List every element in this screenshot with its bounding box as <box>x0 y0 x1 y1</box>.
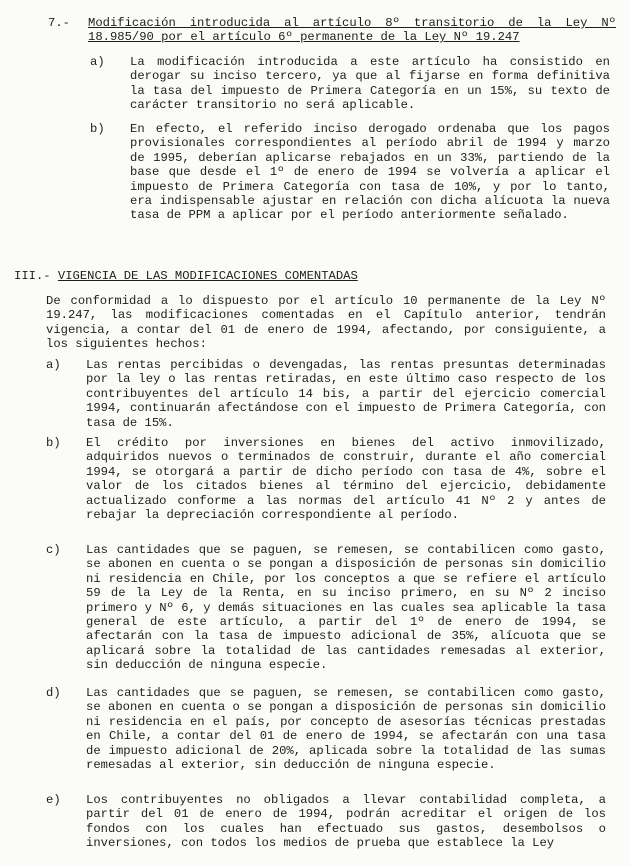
section-3-item-b-text: El crédito por inversiones en bienes del activo inmovilizado, adquiridos nuevos o terminados de construir, durante el año comercial 1994, se otorgará a partir de dicho período con tasa de 4%, sobre el valor de los citados bienes al término del ejercicio, debidamente actualizado conforme a las normas del artículo 41 Nº 2 y antes de rebajar la depreciación correspondiente al período. <box>86 436 606 523</box>
section-3-item-b-label: b) <box>46 436 61 450</box>
section-3-item-c-label: c) <box>46 543 61 557</box>
section-3-heading <box>14 269 358 283</box>
section-3-item-e-text: Los contribuyentes no obligados a llevar contabilidad completa, a partir del 01 de enero de 1994, podrán acreditar el origen de los fondos con los cuales han efectuado sus gastos, desembolsos o inversiones, con todos los medios de prueba que establece la Ley <box>86 793 606 851</box>
section-7-item-a-text: La modificación introducida a este artículo ha consistido en derogar su inciso tercero, ya que al fijarse en forma definitiva la tasa del impuesto de Primera Categoría en un 15%, su texto de carácter transitorio no será aplicable. <box>130 55 610 113</box>
section-3-number: III.- <box>14 269 51 283</box>
section-3-item-d-text: Las cantidades que se paguen, se remesen, se contabilicen como gasto, se abonen en cuenta o se pongan a disposición de personas sin domicilio ni residencia en el país, por concepto de asesorías técnicas prestadas en Chile, a contar del 01 de enero de 1994, se afectarán con una tasa de impuesto adicional de 20%, aplicada sobre la totalidad de las sumas remesadas al exterior, sin deducción de ninguna especie. <box>86 686 606 773</box>
section-7-item-b-label: b) <box>90 122 105 136</box>
section-7-item-b-text: En efecto, el referido inciso derogado ordenaba que los pagos provisionales correspondientes al período abril de 1994 y marzo de 1995, deberían aplicarse rebajados en un 33%, partiendo de la base que desde el 1º de enero de 1994 se volvería a aplicar el impuesto de Primera Categoría con tasa de 10%, y por lo tanto, era indispensable ajustar en relación con dicha alícuota la nueva tasa de PPM a aplicar por el período anteriormente señalado. <box>130 122 610 223</box>
section-7-number: 7.- <box>48 16 70 30</box>
section-3-item-a-label: a) <box>46 358 61 372</box>
section-3-item-e-label: e) <box>46 793 61 807</box>
section-7-item-a-label: a) <box>90 55 105 69</box>
section-3-item-c-text: Las cantidades que se paguen, se remesen, se contabilicen como gasto, se abonen en cuenta o se pongan a disposición de personas sin domicilio ni residencia en Chile, por los conceptos a que se refiere el artículo 59 de la Ley de la Renta, en su inciso primero, en su Nº 2 inciso primero y Nº 6, y demás situaciones en las cuales sea aplicable la tasa general de este artículo, a partir del 1º de enero de 1994, se afectarán con la tasa de impuesto adicional de 35%, alícuota que se aplicará sobre la totalidad de las cantidades remesadas al exterior, sin deducción de ninguna especie. <box>86 543 606 673</box>
section-3-item-d-label: d) <box>46 686 61 700</box>
section-3-title: VIGENCIA DE LAS MODIFICACIONES COMENTADAS <box>57 269 358 283</box>
section-7-title: Modificación introducida al artículo 8º transitorio de la Ley Nº 18.985/90 por el artículo 6º permanente de la Ley Nº 19.247 <box>88 16 616 45</box>
section-3-intro: De conformidad a lo dispuesto por el artículo 10 permanente de la Ley Nº 19.247, las modificaciones comentadas en el Capítulo anterior, tendrán vigencia, a contar del 01 de enero de 1994, afectando, por consiguiente, a los siguientes hechos: <box>46 294 606 352</box>
section-3-item-a-text: Las rentas percibidas o devengadas, las rentas presuntas determinadas por la ley o las rentas retiradas, en este último caso respecto de los contribuyentes del artículo 14 bis, a partir del ejercicio comercial 1994, continuarán afectándose con el impuesto de Primera Categoría, con tasa de 15%. <box>86 358 606 430</box>
